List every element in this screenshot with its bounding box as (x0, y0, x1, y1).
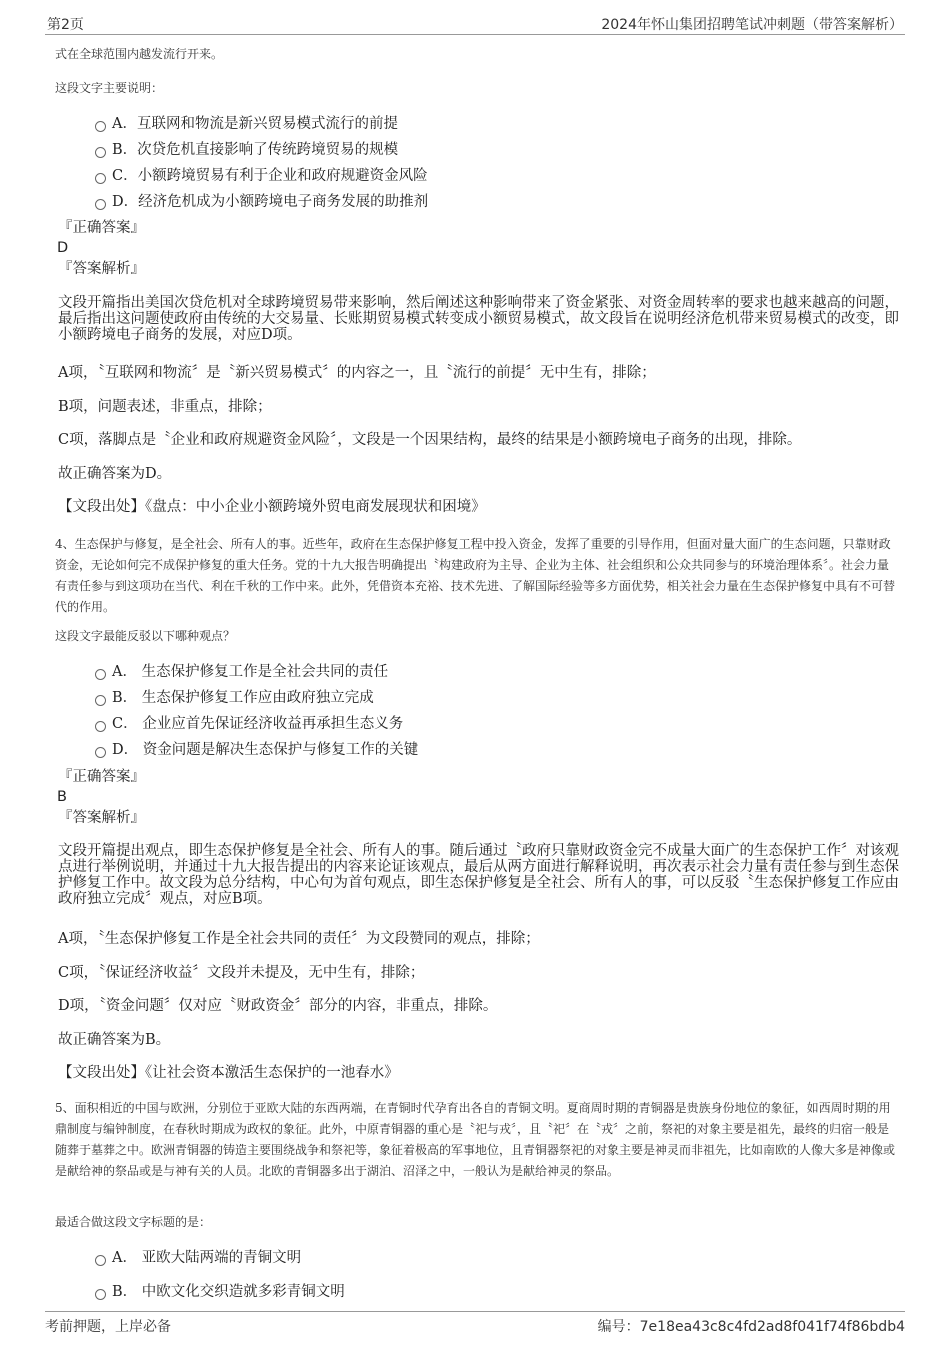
q3-answer-label: 『正确答案』 (58, 220, 145, 236)
q3-conclusion: 故正确答案为D。 (58, 466, 172, 482)
q4-analysis: 文段开篇提出观点，即生态保护修复是全社会、所有人的事。随后通过〝政府只靠财政资金完不成量大面广的生态保护工作〞对该观点进行举例说明，并通过十九大报告提出的内容来论证该观点，最后从两方面进行解释说明，再次表示社会力量有责任参与到生态保护修复工作中。故文段为总分结构，中心句为首句观点，即生态保护修复是全社会、所有人的事，可以反驳〝生态保护修复工作应由政府独立完成〞观点，对应B项。 (58, 843, 899, 907)
q3-passage-tail: 式在全球范围内越发流行开来。 (55, 47, 224, 61)
q5-option-b[interactable]: B． 中欧文化交织造就多彩青铜文明 (95, 1282, 950, 1302)
q3-line-b: B项，问题表述，非重点，排除； (58, 399, 272, 415)
radio-icon[interactable] (95, 669, 106, 680)
q3-question: 这段文字主要说明： (55, 81, 164, 95)
q3-option-a[interactable]: A．互联网和物流是新兴贸易模式流行的前提 (95, 114, 950, 134)
q4-answer: B (57, 789, 67, 805)
q4-source: 【文段出处】《让社会资本激活生态保护的一池春水》 (58, 1065, 399, 1081)
q3-line-a: A项，〝互联网和物流〞是〝新兴贸易模式〞的内容之一，且〝流行的前提〞无中生有，排除； (58, 365, 656, 381)
document-code (598, 1316, 905, 1336)
radio-icon[interactable] (95, 721, 106, 732)
radio-icon[interactable] (95, 1255, 106, 1266)
radio-icon[interactable] (95, 147, 106, 158)
page-header (45, 10, 905, 35)
code-value: 7e18ea43c8c4fd2ad8f041f74f86bdb4 (639, 1319, 905, 1335)
radio-icon[interactable] (95, 695, 106, 706)
q4-question: 这段文字最能反驳以下哪种观点？ (55, 629, 236, 643)
q4-answer-label: 『正确答案』 (58, 769, 145, 785)
q5-passage: 5、面积相近的中国与欧洲，分别位于亚欧大陆的东西两端，在青铜时代孕育出各自的青铜文明。夏商周时期的青铜器是贵族身份地位的象征，如西周时期的用鼎制度与编钟制度，在春秋时期成为政权的象征。此外，中原青铜器的重心是〝祀与戎〞，且〝祀〞在〝戎〞之前，祭祀的对象主要是祖先，最终的归宿一般是随葬于墓葬之中。欧洲青铜器的铸造主要围绕战争和祭祀等，象征着极高的军事地位，且青铜器祭祀的对象主要是神灵而非祖先，比如南欧的人像大多是神像或是献给神的祭品或是与神有关的人员。北欧的青铜器多出于湖泊、沼泽之中，一般认为是献给神灵的祭品。 (55, 1101, 896, 1178)
q3-analysis: 文段开篇指出美国次贷危机对全球跨境贸易带来影响，然后阐述这种影响带来了资金紧张、对资金周转率的要求也越来越高的问题，最后指出这问题使政府由传统的大交易量、长账期贸易模式转变成小额贸易模式，故文段旨在说明经济危机带来贸易模式的改变，即小额跨境电子商务的发展，对应D项。 (58, 295, 899, 343)
radio-icon[interactable] (95, 747, 106, 758)
radio-icon[interactable] (95, 199, 106, 210)
q4-line-c: C项，〝保证经济收益〞文段并未提及，无中生有，排除； (58, 965, 425, 981)
q4-analysis-label: 『答案解析』 (58, 810, 145, 826)
code-label: 编号： (597, 1319, 640, 1335)
q4-line-d: D项，〝资金问题〞仅对应〝财政资金〞部分的内容，非重点，排除。 (58, 998, 498, 1014)
q4-option-a[interactable]: A． 生态保护修复工作是全社会共同的责任 (95, 662, 950, 682)
q4-passage: 4、生态保护与修复，是全社会、所有人的事。近些年，政府在生态保护修复工程中投入资金，发挥了重要的引导作用，但面对量大面广的生态问题，只靠财政资金，无论如何完不成保护修复的重大任务。党的十九大报告明确提出〝构建政府为主导、企业为主体、社会组织和公众共同参与的环境治理体系〞。社会力量有责任参与到这项功在当代、利在千秋的工作中来。此外，凭借资本充裕、技术先进、了解国际经验等多方面优势，相关社会力量在生态保护修复中具有不可替代的作用。 (55, 537, 896, 614)
radio-icon[interactable] (95, 121, 106, 132)
radio-icon[interactable] (95, 173, 106, 184)
page-number: 第2页 (47, 17, 84, 33)
q3-option-c[interactable]: C．小额跨境贸易有利于企业和政府规避资金风险 (95, 166, 950, 186)
q5-option-a[interactable]: A． 亚欧大陆两端的青铜文明 (95, 1248, 950, 1268)
q5-question: 最适合做这段文字标题的是： (55, 1215, 212, 1229)
radio-icon[interactable] (95, 1289, 106, 1300)
q4-line-a: A项，〝生态保护修复工作是全社会共同的责任〞为文段赞同的观点，排除； (58, 931, 540, 947)
q3-analysis-label: 『答案解析』 (58, 261, 145, 277)
q4-option-d[interactable]: D． 资金问题是解决生态保护与修复工作的关键 (95, 740, 950, 760)
q3-option-d[interactable]: D．经济危机成为小额跨境电子商务发展的助推剂 (95, 192, 950, 212)
footer-slogan: 考前押题，上岸必备 (45, 1319, 171, 1335)
document-title: 2024年怀山集团招聘笔试冲刺题（带答案解析） (601, 17, 903, 33)
q3-source: 【文段出处】《盘点：中小企业小额跨境外贸电商发展现状和困境》 (58, 499, 486, 515)
q4-option-c[interactable]: C． 企业应首先保证经济收益再承担生态义务 (95, 714, 950, 734)
page-footer (45, 1311, 905, 1342)
q3-answer: D (57, 240, 69, 256)
q3-option-b[interactable]: B．次贷危机直接影响了传统跨境贸易的规模 (95, 140, 950, 160)
q4-option-b[interactable]: B． 生态保护修复工作应由政府独立完成 (95, 688, 950, 708)
q3-line-c: C项，落脚点是〝企业和政府规避资金风险〞，文段是一个因果结构，最终的结果是小额跨境电子商务的出现，排除。 (58, 432, 802, 448)
q4-conclusion: 故正确答案为B。 (58, 1032, 171, 1048)
